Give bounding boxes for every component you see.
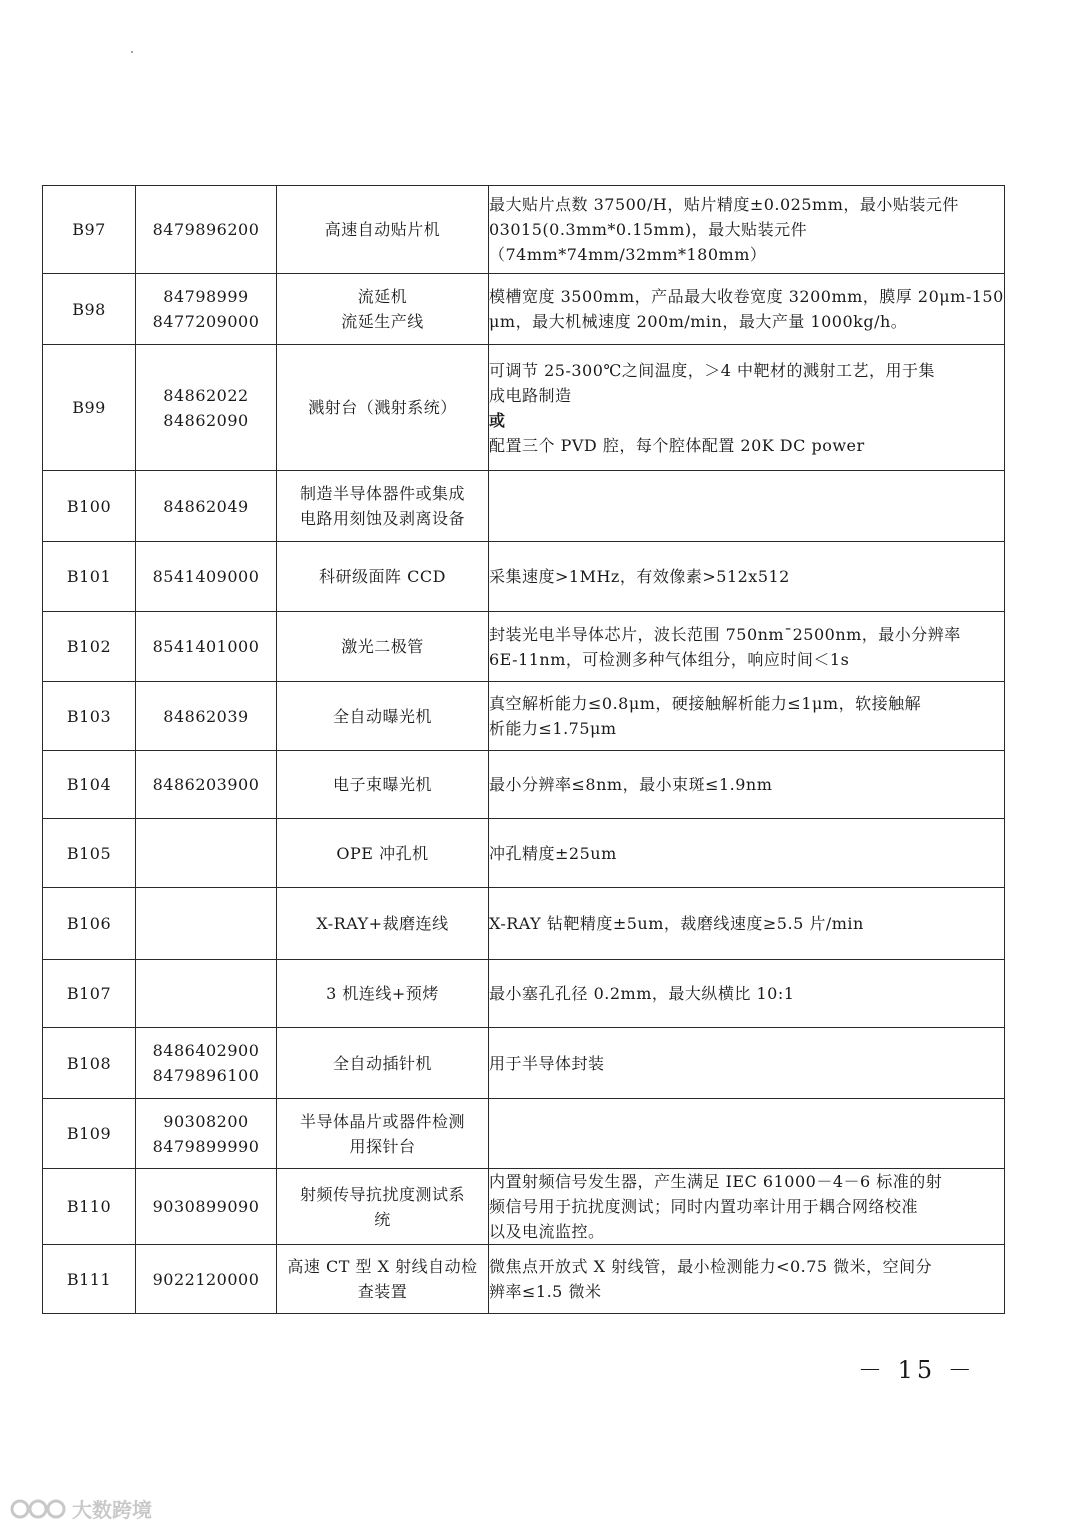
hs-code: 8479896200: [152, 220, 260, 239]
hs-code-cell: [136, 682, 277, 751]
spec-line: 6E-11nm，可检测多种气体组分，响应时间＜1s: [489, 649, 850, 669]
spec-or-label: 或: [489, 410, 506, 430]
equipment-name-cell: [277, 888, 489, 960]
spec-cell: [489, 345, 1005, 471]
spec-line: 可调节 25-300℃之间温度，＞4 中靶材的溅射工艺，用于集: [489, 360, 936, 380]
hs-code: 9022120000: [152, 1269, 260, 1289]
hs-code: 84798999: [163, 287, 249, 306]
equipment-name-cell: [277, 1245, 489, 1314]
row-id: B108: [43, 1028, 136, 1099]
spec-line: X-RAY 钻靶精度±5um，裁磨线速度≥5.5 片/min: [489, 914, 864, 933]
spec-line: μm，最大机械速度 200m/min，最大产量 1000kg/h。: [489, 312, 908, 331]
spec-line: 频信号用于抗扰度测试；同时内置功率计用于耦合网络校准: [489, 1197, 919, 1216]
equipment-name: 制造半导体器件或集成: [299, 484, 465, 503]
spec-line: 配置三个 PVD 腔，每个腔体配置 20K DC power: [489, 435, 865, 455]
watermark-logo-icon: [8, 1495, 68, 1523]
table-row: [43, 1245, 1005, 1314]
row-id: B98: [43, 274, 136, 345]
spec-line: 冲孔精度±25um: [489, 843, 617, 863]
spec-line: 辨率≤1.5 微米: [489, 1282, 602, 1301]
row-id: B106: [43, 888, 136, 960]
spec-cell: [489, 1028, 1005, 1099]
equipment-name: 3 机连线+预烤: [326, 984, 439, 1003]
equipment-name-cell: [277, 186, 489, 274]
hs-code: 90308200: [163, 1111, 249, 1131]
spec-line: 03015(0.3mm*0.15mm)，最大贴装元件: [489, 220, 808, 239]
hs-code-cell: [136, 274, 277, 345]
spec-cell: [489, 274, 1005, 345]
equipment-name-cell: [277, 1169, 489, 1245]
table-row: [43, 1099, 1005, 1169]
hs-code: 8486203900: [152, 775, 260, 794]
row-id: B105: [43, 819, 136, 888]
spec-cell: [489, 819, 1005, 888]
watermark-text: 大数跨境: [72, 1498, 152, 1522]
spec-line: 微焦点开放式 X 射线管，最小检测能力<0.75 微米，空间分: [489, 1257, 933, 1276]
hs-code-cell: [136, 751, 277, 819]
row-id: B101: [43, 542, 136, 612]
hs-code: 84862039: [163, 706, 249, 726]
hs-code: 8477209000: [152, 312, 260, 331]
equipment-name: 科研级面阵 CCD: [319, 567, 446, 586]
equipment-name: 电子束曝光机: [332, 775, 432, 794]
equipment-catalog-table: [42, 185, 1005, 1314]
hs-code-cell: [136, 1099, 277, 1169]
hs-code-cell: [136, 612, 277, 682]
spec-cell: [489, 542, 1005, 612]
equipment-name: 激光二极管: [341, 637, 424, 656]
row-id: B100: [43, 471, 136, 542]
table-row: [43, 751, 1005, 819]
row-id: B99: [43, 345, 136, 471]
table-body: [43, 186, 1005, 1314]
equipment-name: 统: [374, 1209, 391, 1229]
hs-code: 84862090: [163, 410, 249, 430]
equipment-name-cell: [277, 960, 489, 1028]
equipment-name: 高速 CT 型 X 射线自动检: [287, 1257, 478, 1276]
page-number: － 15 －: [858, 1356, 976, 1384]
spec-line: 最大贴片点数 37500/H，贴片精度±0.025mm，最小贴装元件: [489, 195, 959, 214]
spec-cell: [489, 1169, 1005, 1245]
spec-line: 模槽宽度 3500mm，产品最大收卷宽度 3200mm，膜厚 20μm-150: [489, 287, 1004, 306]
row-id: B103: [43, 682, 136, 751]
equipment-name-cell: [277, 471, 489, 542]
equipment-name-cell: [277, 274, 489, 345]
equipment-name: 查装置: [357, 1282, 408, 1301]
table-row: [43, 819, 1005, 888]
equipment-name-cell: [277, 1099, 489, 1169]
hs-code-cell: [136, 186, 277, 274]
equipment-name: 半导体晶片或器件检测: [299, 1111, 465, 1131]
table-row: [43, 542, 1005, 612]
spec-line: 用于半导体封装: [489, 1053, 605, 1073]
hs-code-cell: [136, 1245, 277, 1314]
equipment-name-cell: [277, 819, 489, 888]
table-row: [43, 682, 1005, 751]
spec-line: （74mm*74mm/32mm*180mm）: [489, 245, 767, 264]
equipment-name: 流延生产线: [341, 312, 424, 331]
table-row: [43, 345, 1005, 471]
spec-cell: [489, 888, 1005, 960]
spec-cell: [489, 186, 1005, 274]
row-id: B111: [43, 1245, 136, 1314]
spec-line: 内置射频信号发生器，产生满足 IEC 61000－4－6 标准的射: [489, 1172, 943, 1191]
hs-code-cell: [136, 888, 277, 960]
table-row: [43, 274, 1005, 345]
hs-code-cell: [136, 345, 277, 471]
watermark: [8, 1494, 152, 1523]
table-row: [43, 1028, 1005, 1099]
hs-code: 84862022: [163, 385, 249, 405]
row-id: B104: [43, 751, 136, 819]
equipment-name: 流延机: [357, 287, 408, 306]
row-id: B97: [43, 186, 136, 274]
table-row: [43, 612, 1005, 682]
equipment-name-cell: [277, 542, 489, 612]
equipment-name: X-RAY+裁磨连线: [316, 914, 449, 933]
spec-cell: [489, 960, 1005, 1028]
hs-code-cell: [136, 471, 277, 542]
spec-line: 最小分辨率≤8nm，最小束斑≤1.9nm: [489, 775, 773, 794]
hs-code-cell: [136, 1028, 277, 1099]
equipment-name: 电路用刻蚀及剥离设备: [299, 509, 465, 528]
equipment-name: 射频传导抗扰度测试系: [299, 1184, 465, 1204]
table-row: [43, 186, 1005, 274]
spec-cell: [489, 1099, 1005, 1169]
equipment-name-cell: [277, 682, 489, 751]
hs-code-cell: [136, 1169, 277, 1245]
hs-code: 9030899090: [152, 1197, 260, 1216]
hs-code: 8541401000: [152, 637, 260, 656]
equipment-name: 全自动插针机: [332, 1053, 432, 1073]
row-id: B107: [43, 960, 136, 1028]
hs-code-cell: [136, 542, 277, 612]
spec-line: 析能力≤1.75μm: [489, 719, 617, 738]
equipment-name: 高速自动贴片机: [324, 220, 441, 239]
spec-cell: [489, 471, 1005, 542]
spec-line: 封装光电半导体芯片，波长范围 750nm¯2500nm，最小分辨率: [489, 624, 961, 644]
spec-line: 真空解析能力≤0.8μm，硬接触解析能力≤1μm，软接触解: [489, 694, 922, 713]
spec-line: 最小塞孔孔径 0.2mm，最大纵横比 10:1: [489, 984, 795, 1003]
equipment-name-cell: [277, 345, 489, 471]
row-id: B109: [43, 1099, 136, 1169]
table-row: [43, 1169, 1005, 1245]
spec-cell: [489, 682, 1005, 751]
spec-cell: [489, 612, 1005, 682]
hs-code-cell: [136, 960, 277, 1028]
hs-code: 8541409000: [152, 567, 260, 586]
hs-code-cell: [136, 819, 277, 888]
table-row: [43, 960, 1005, 1028]
spec-cell: [489, 751, 1005, 819]
hs-code: 8479896100: [152, 1066, 260, 1085]
equipment-name: OPE 冲孔机: [336, 843, 429, 863]
table-row: [43, 888, 1005, 960]
spec-line: 成电路制造: [489, 385, 572, 405]
hs-code: 84862049: [163, 496, 249, 516]
spec-line: 采集速度>1MHz，有效像素>512x512: [489, 567, 790, 586]
scan-speck: [131, 51, 133, 53]
hs-code: 8479899990: [152, 1136, 260, 1156]
row-id: B110: [43, 1169, 136, 1245]
row-id: B102: [43, 612, 136, 682]
equipment-name: 全自动曝光机: [332, 706, 432, 726]
table-row: [43, 471, 1005, 542]
spec-line: 以及电流监控。: [489, 1222, 605, 1241]
equipment-name: 用探针台: [349, 1136, 416, 1156]
equipment-name: 溅射台（溅射系统）: [308, 398, 457, 417]
equipment-name-cell: [277, 1028, 489, 1099]
hs-code: 8486402900: [152, 1041, 260, 1060]
equipment-name-cell: [277, 612, 489, 682]
equipment-name-cell: [277, 751, 489, 819]
spec-cell: [489, 1245, 1005, 1314]
